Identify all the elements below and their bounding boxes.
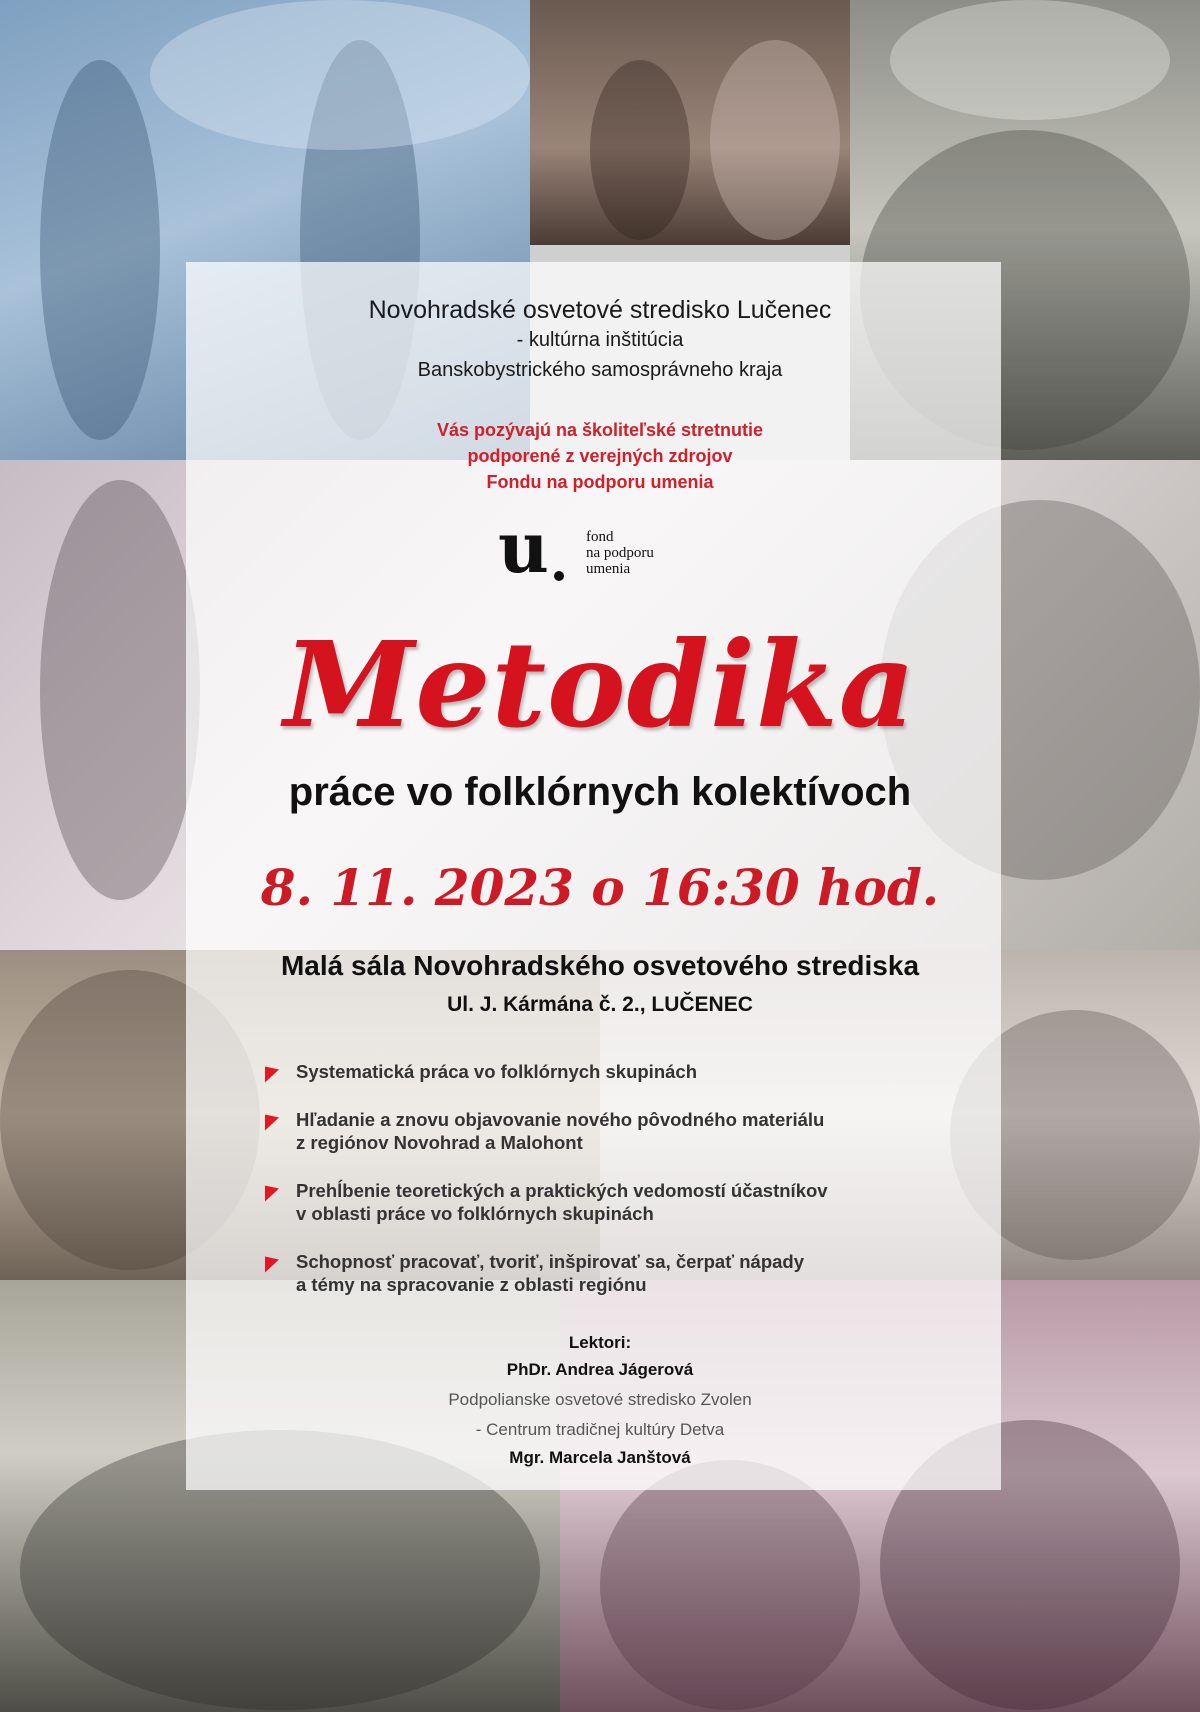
bullet-icon <box>265 1061 279 1082</box>
bullet-icon <box>265 1251 279 1272</box>
logo-letter: u <box>498 506 549 589</box>
organizer-name: Novohradské osvetové stredisko Lučenec <box>368 296 832 324</box>
invitation-line1: Vás pozývajú na školiteľské stretnutie <box>436 420 764 440</box>
list-item-text: z regiónov Novohrad a Malohont <box>296 1132 583 1153</box>
lecturer-2-name: Mgr. Marcela Janštová <box>509 1448 691 1467</box>
list-item-text: Systematická práca vo folklórnych skupinách <box>296 1061 697 1082</box>
bullet-icon <box>265 1109 279 1130</box>
list-item-text: v oblasti práce vo folklórnych skupinách <box>296 1203 654 1224</box>
logo-text-line2: na podporu <box>586 545 654 561</box>
logo-text-line3: umenia <box>586 561 631 577</box>
lecturer-1-org-line2: - Centrum tradičnej kultúry Detva <box>475 1420 725 1439</box>
list-item-text: Prehĺbenie teoretických a praktických vedomostí účastníkov <box>296 1180 828 1201</box>
list-item <box>262 1250 962 1296</box>
invitation-line2: podporené z verejných zdrojov <box>467 446 733 466</box>
logo-text <box>586 529 654 577</box>
photo-musicians <box>530 0 850 245</box>
list-item <box>262 1179 962 1225</box>
topics-list <box>262 1060 962 1321</box>
list-item <box>262 1060 962 1083</box>
bullet-icon <box>265 1180 279 1201</box>
event-date: 8. 11. 2023 o 16:30 hod. <box>260 858 940 917</box>
lecturers-heading: Lektori: <box>568 1333 632 1352</box>
logo-dot-icon <box>554 571 564 581</box>
list-item-text: a témy na spracovanie z oblasti regiónu <box>296 1274 647 1295</box>
list-item-text: Schopnosť pracovať, tvoriť, inšpirovať sa, čerpať nápady <box>296 1251 804 1272</box>
logo-text-line1: fond <box>586 529 614 545</box>
organizer-line3: Banskobystrického samosprávneho kraja <box>417 359 783 381</box>
list-item <box>262 1108 962 1154</box>
venue-address: Ul. J. Kármána č. 2., LUČENEC <box>447 993 753 1016</box>
lecturer-1-org: Podpolianske osvetové stredisko Zvolen <box>448 1390 752 1409</box>
venue-name: Malá sála Novohradského osvetového strediska <box>280 950 920 981</box>
invitation-line3: Fondu na podporu umenia <box>486 472 714 492</box>
subtitle: práce vo folklórnych kolektívoch <box>288 770 912 814</box>
organizer-line2: - kultúrna inštitúcia <box>516 329 684 351</box>
lecturer-1-name: PhDr. Andrea Jágerová <box>506 1360 694 1379</box>
main-title: Metodika <box>283 615 917 754</box>
list-item-text: Hľadanie a znovu objavovanie nového pôvodného materiálu <box>296 1109 825 1130</box>
